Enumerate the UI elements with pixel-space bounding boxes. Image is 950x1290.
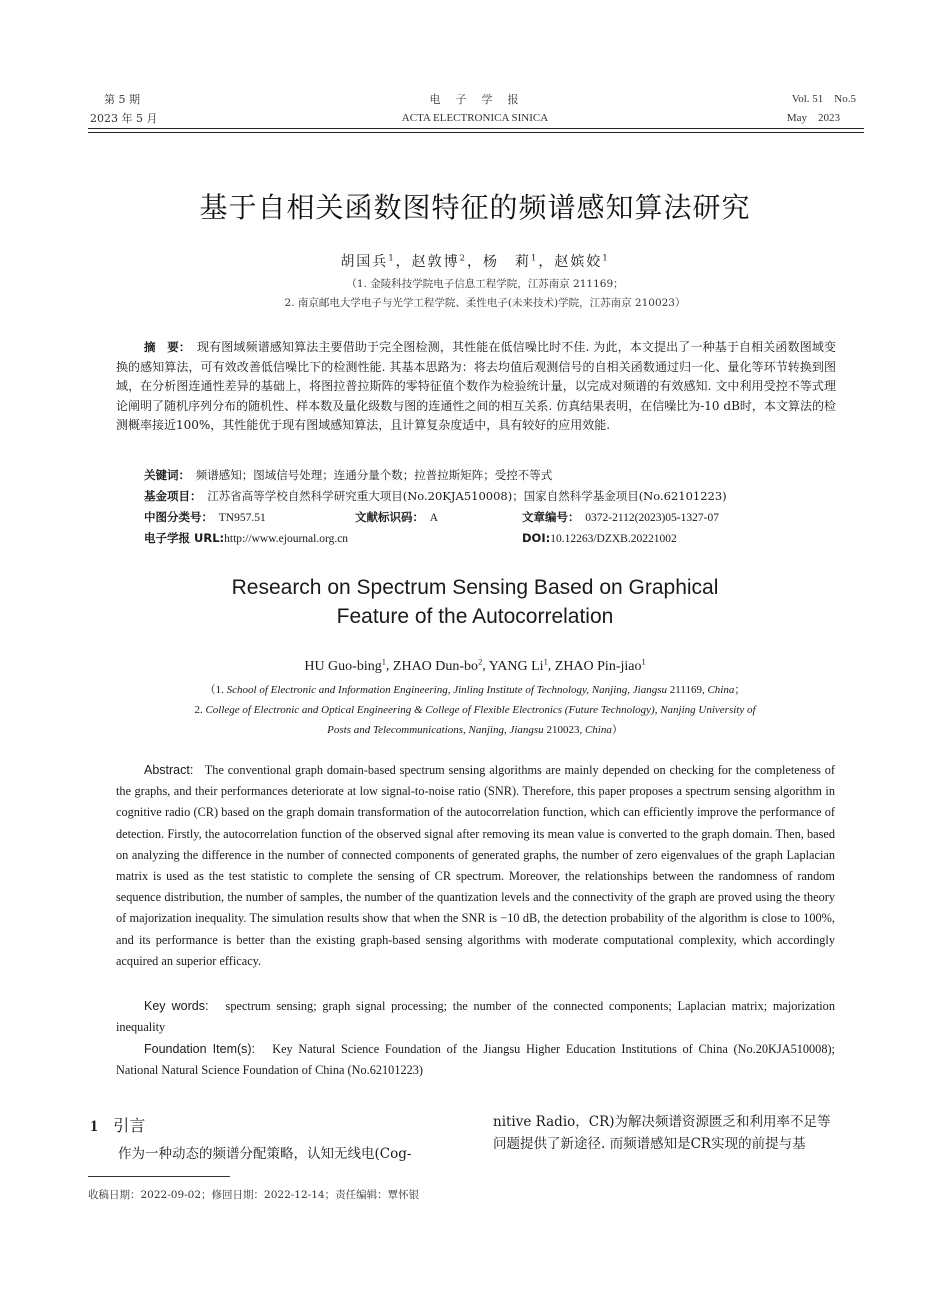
url-link[interactable]: http://www.ejournal.org.cn: [224, 533, 349, 545]
article-number: 文章编号： 0372-2112(2023)05-1327-07: [522, 510, 719, 524]
author-cn: 赵敦博$^2$: [411, 252, 467, 270]
abstract-cn: [116, 338, 836, 436]
header-rule-top: [88, 128, 864, 129]
abstract-cn-label: 摘 要：: [144, 340, 185, 354]
affiliations-cn: （1. 金陵科技学院电子信息工程学院，江苏南京 211169； 2. 南京邮电大学电子与光学工程学院、柔性电子(未来技术)学院，江苏南京 210023）: [284, 278, 686, 309]
section-body-right: nitive Radio，CR)为解决频谱资源匮乏和利用率不足等 问题提供了新途径. 而频谱感知是CR实现的前提与基: [493, 1114, 831, 1152]
doi-link[interactable]: 10.12263/DZXB.20221002: [550, 533, 677, 545]
footnote: 收稿日期：2022-09-02；修回日期：2022-12-14；责任编辑：覃怀银: [88, 1189, 420, 1201]
paper-title-cn: 基于自相关函数图特征的频谱感知算法研究: [199, 191, 751, 224]
doc-code: 文献标识码： A: [355, 510, 439, 524]
author-en: HU Guo-bing$^1$: [304, 657, 386, 674]
paper-title-en: Research on Spectrum Sensing Based on Graphical Feature of the Autocorrelation: [231, 576, 719, 628]
header-issue: 第 5 期 2023 年 5 月: [90, 93, 158, 125]
doi: DOI:10.12263/DZXB.20221002: [522, 531, 677, 545]
abstract-en-text: The conventional graph domain-based spectrum sensing algorithms are mainly depended on checking for the completeness of the graphs, and their performances deteriorate at low signal-to-noise ratio (SNR). Therefore, this paper proposes a spectrum sensing algorithm in cognitive radio (CR) based on the graph domain transformation of the autocorrelation function, which can efficiently improve the performance of detection. Firstly, the autocorrelation function of the observed signal after removing its mean value is converted to the graph domain. Then, based on analyzing the difference in the number of connected components of generated graphs, the number of zero eigenvalues of the graph Laplacian matrix is used as the test statistic to complete the sensing of CR spectrum. Moreover, the relationships between the randomness of random sequence distribution, the number of samples, the number of the quantization levels and the connectivity of the graph are proved using the theory of majorization inequality. The simulation results show that when the SNR is −10 dB, the detection probability of the algorithm is close to 100%, and its performance is better than the existing graph-based sensing algorithms with moderate computational complexity, which accordingly acquired an superior efficacy.: [116, 763, 835, 968]
classification: 中图分类号： TN957.51: [144, 510, 266, 524]
header-volume: Vol. 51 No.5 May 2023: [786, 93, 856, 124]
author-cn: 杨 莉$^1$: [483, 252, 539, 270]
author-cn: 胡国兵$^1$: [340, 252, 396, 270]
abstract-cn-text: 现有图域频谱感知算法主要借助于完全图检测，其性能在低信噪比时不佳. 为此，本文提出了一种基于自相关函数图域变换的感知算法，可有效改善低信噪比下的检测性能. 其基本思路为：将去均值后观测信号的自相关函数通过归一化、量化等环节转换到图域，在分析图连通性差异的基础上，将图拉普拉斯阵的零特征值个数作为检验统计量，以完成对频谱的有效感知. 文中利用受控不等式理论阐明了随机序列分布的随机性、样本数及量化级数与图的连通性之间的相互关系. 仿真结果表明，在信噪比为-10 dB时，本文算法的检测概率接近100%，其性能优于现有图域感知算法，且计算复杂度适中，具有较好的应用效能.: [116, 340, 837, 433]
authors-cn: 胡国兵$^1$，赵敦博$^2$，杨 莉$^1$，赵嫔姣$^1$: [340, 252, 610, 270]
authors-en: HU Guo-bing$^1$, ZHAO Dun-$bo^2$, YANG Li$^1$, ZHAO Pin-jiao$^1$: [304, 657, 646, 674]
keywords-cn: 关键词： 频谱感知；图域信号处理；连通分量个数；拉普拉斯矩阵；受控不等式: [144, 468, 553, 482]
journal-url: 电子学报 URL:http://www.ejournal.org.cn: [144, 531, 349, 545]
author-en: ZHAO Pin-jiao$^1$: [554, 657, 646, 674]
abstract-en-label: Abstract:: [144, 763, 194, 777]
fund-en: Foundation Item(s): Key Natural Science Foundation of the Jiangsu Higher Education Institutions of China (No.20KJA510008); National Natural Science Foundation of China (No.62101223): [116, 1042, 835, 1078]
abstract-en: [116, 760, 835, 972]
section-heading: 1 引言: [90, 1116, 146, 1135]
fund-cn: 基金项目： 江苏省高等学校自然科学研究重大项目(No.20KJA510008)；国家自然科学基金项目(No.62101223): [144, 489, 727, 503]
section-body-left: 作为一种动态的频谱分配策略，认知无线电(Cog-: [118, 1146, 412, 1162]
journal-name: 电 子 学 报 ACTA ELECTRONICA SINICA: [401, 93, 549, 124]
affiliations-en: （1. School of Electronic and Information Engineering, Jinling Institute of Technology, Nanjing, Jiangsu 211169, China； 2. College of Electronic and Optical Engineering & College of Flexible Electronics (Future Technology), Nanjing University of Posts and Telecommunications, Nanjing, Jiangsu 210023, China）: [194, 684, 756, 736]
header-rule-bottom: [88, 132, 864, 133]
keywords-en: Key words: spectrum sensing; graph signal processing; the number of the connected components; Laplacian matrix; majorization inequality: [116, 999, 835, 1035]
footnote-rule: [88, 1176, 230, 1177]
author-en: YANG Li$^1$: [488, 657, 548, 674]
author-en: ZHAO Dun-$bo^2$: [392, 657, 483, 674]
author-cn: 赵嫔姣$^1$: [554, 252, 610, 270]
